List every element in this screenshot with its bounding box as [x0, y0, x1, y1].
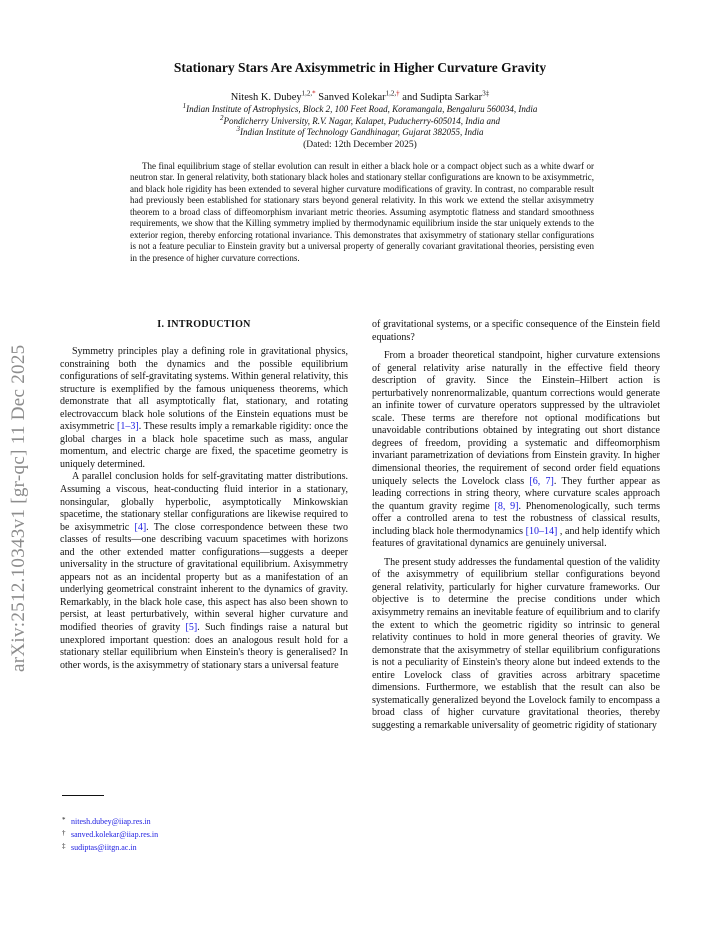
paragraph: of gravitational systems, or a specific consequence of the Einstein field equations? [372, 319, 660, 343]
citation-link[interactable]: [1–3] [117, 421, 139, 433]
footnote: † sanved.kolekar@iiap.res.in [62, 828, 159, 839]
paper-title: Stationary Stars Are Axisymmetric in Higher Curvature Gravity [173, 60, 547, 75]
affiliation: $^1$Indian Institute of Astrophysics, Block 2, 100 Feet Road, Koramangala, Bengaluru 560034, India [182, 102, 538, 114]
email-link[interactable]: nitesh.dubey@iiap.res.in [71, 817, 151, 826]
footnote: ‡ sudiptas@iitgn.ac.in [62, 841, 137, 852]
arxiv-identifier: arXiv:2512.10343v1 [gr-qc] 11 Dec 2025 [8, 344, 29, 672]
left-column [60, 319, 348, 672]
right-column [372, 319, 660, 733]
affiliation: $^3$Indian Institute of Technology Gandhinagar, Gujarat 382055, India [236, 125, 484, 137]
citation-link[interactable]: [6, 7] [529, 475, 554, 487]
email-link[interactable]: sudiptas@iitgn.ac.in [71, 842, 137, 852]
author-affil-sup: 1,2,* [301, 89, 316, 98]
footnote: * nitesh.dubey@iiap.res.in [62, 816, 151, 826]
date-line: (Dated: 12th December 2025) [303, 139, 417, 150]
citation-link[interactable]: [8, 9] [494, 500, 519, 512]
paragraph: From a broader theoretical standpoint, higher curvature extensions of general relativity arise naturally in the effective field theory description of gravity. Since the Einstein–Hilbert action is perturbatively nonrenormalizable, quantum corrections would generate an infinite tower of curvature operators suppressed by the ultraviolet scale. These terms are therefore not optional modifications but unavoidable contributions obtained by integrating out short distance degrees of freedom, providing a systematic and diffeomorphism invariant parametrization of deviations from Einstein gravity. In higher dimensional theories, the requirement of second order field equations uniquely selects the Lovelock class [6, 7]. They further appear as leading corrections in string theory, where curvature scales approach the quantum gravity regime [8, 9]. Phenomenologically, such terms offer a controlled arena to test the robustness of classical results, including black hole thermodynamics [10–14] , and help identify which features of gravitational dynamics are genuinely universal. [372, 350, 661, 550]
author-list [60, 91, 660, 104]
paragraph: The present study addresses the fundamental question of the validity of the axisymmetry of equilibrium stellar configurations beyond general relativity, particularly for higher curvature frameworks. Our objective is to determine the precise conditions under which axisymmetry remains an inevitable feature of equilibrium and to clarify the extent to which the geometric rigidity so intrinsic to general relativity continues to hold in more general theories of gravity. We demonstrate that the axisymmetry of stellar equilibrium configurations is not a peculiarity of Einstein's theory alone but indeed extends to the entire Lovelock class of gravities across arbitrary spacetime dimensions. Furthermore, we establish that the result can also be systematically generalized beyond the Lovelock family to encompass a broad class of higher curvature gravitational theories, thereby suggesting a remarkable universality of geometric rigidity of stationary [372, 556, 660, 731]
author-name: Sanved Kolekar [315, 92, 386, 103]
paragraph: A parallel conclusion holds for self-gravitating matter distributions. Assuming a viscous, heat-conducting fluid interior in a stationary, nonsingular, globally hyperbolic, asymptotically Minkowskian spacetime, the stationary stellar configurations are likewise required to be axisymmetric [4]. The close correspondence between these two classes of results—one describing vacuum spacetimes with horizons and the other extended matter configurations—suggests a deeper universality in the structure of gravitational equilibrium. Axisymmetry appears not as an incidental property but as a manifestation of an underlying geometrical constraint inherent to the dynamics of gravity. Remarkably, in the black hole case, this aspect has also been shown to persist, at least perturbatively, within several higher curvature and modified theories of gravity [5]. Such findings raise a natural but unexplored important question: does an analogous result hold for a stationary stellar equilibrium when Einstein's theory is generalised? In other words, is the axisymmetry of stationary stars a universal feature [60, 471, 348, 671]
author-name: Nitesh K. Dubey [230, 92, 302, 103]
author-affil-sup: 1,2,† [385, 89, 400, 98]
abstract: The final equilibrium stage of stellar evolution can result in either a black hole or a compact object such as a white dwarf or neutron star. In general relativity, both stationary black holes and stationary stellar configurations are known to be axisymmetric, and black hole rigidity has been extended to several higher curvature modifications of gravity. In contrast, no comparable result had previously been established for stationary stars beyond general relativity. In this work we extend the stellar axisymmetry theorem to a broad class of diffeomorphism invariant metric theories. Assuming asymptotic flatness and standard smoothness requirements, we show that the Killing symmetry implied by thermodynamic equilibrium inside the star uniquely extends to the exterior region, thereby enforcing rotational invariance. This demonstrates that axisymmetry of stationary stellar configurations is not a feature peculiar to Einstein gravity but a universal property of generally covariant gravitational theories, persisting even in the presence of higher curvature corrections. [130, 161, 594, 263]
author-name: and Sudipta Sarkar [399, 92, 483, 103]
email-link[interactable]: sanved.kolekar@iiap.res.in [71, 829, 159, 839]
footnotes [62, 815, 342, 853]
footnote-divider [62, 795, 104, 796]
author-block [60, 91, 660, 151]
citation-link[interactable]: [10–14] [525, 525, 558, 537]
author-affil-sup: 3‡ [482, 89, 490, 98]
citation-link[interactable]: [5] [185, 622, 198, 634]
citation-link[interactable]: [4] [134, 521, 147, 533]
paragraph: Symmetry principles play a defining role in gravitational physics, constraining both the dynamics and the possible equilibrium configurations of self-gravitating systems. Within general relativity, this structure is exemplified by the famous uniqueness theorems, which demonstrate that all asymptotically flat, stationary, and rotating electrovaccum black hole solutions of the Einstein equations must be axisymmetric [1–3]. These results imply a remarkable rigidity: once the global charges in a black hole spacetime such as mass, angular momentum, and electric charge are fixed, the spacetime geometry is uniquely determined. [60, 346, 348, 470]
affiliation: $^2$Pondicherry University, R.V. Nagar, Kalapet, Puducherry-605014, India and [219, 113, 501, 126]
section-heading: I. INTRODUCTION [157, 319, 251, 330]
